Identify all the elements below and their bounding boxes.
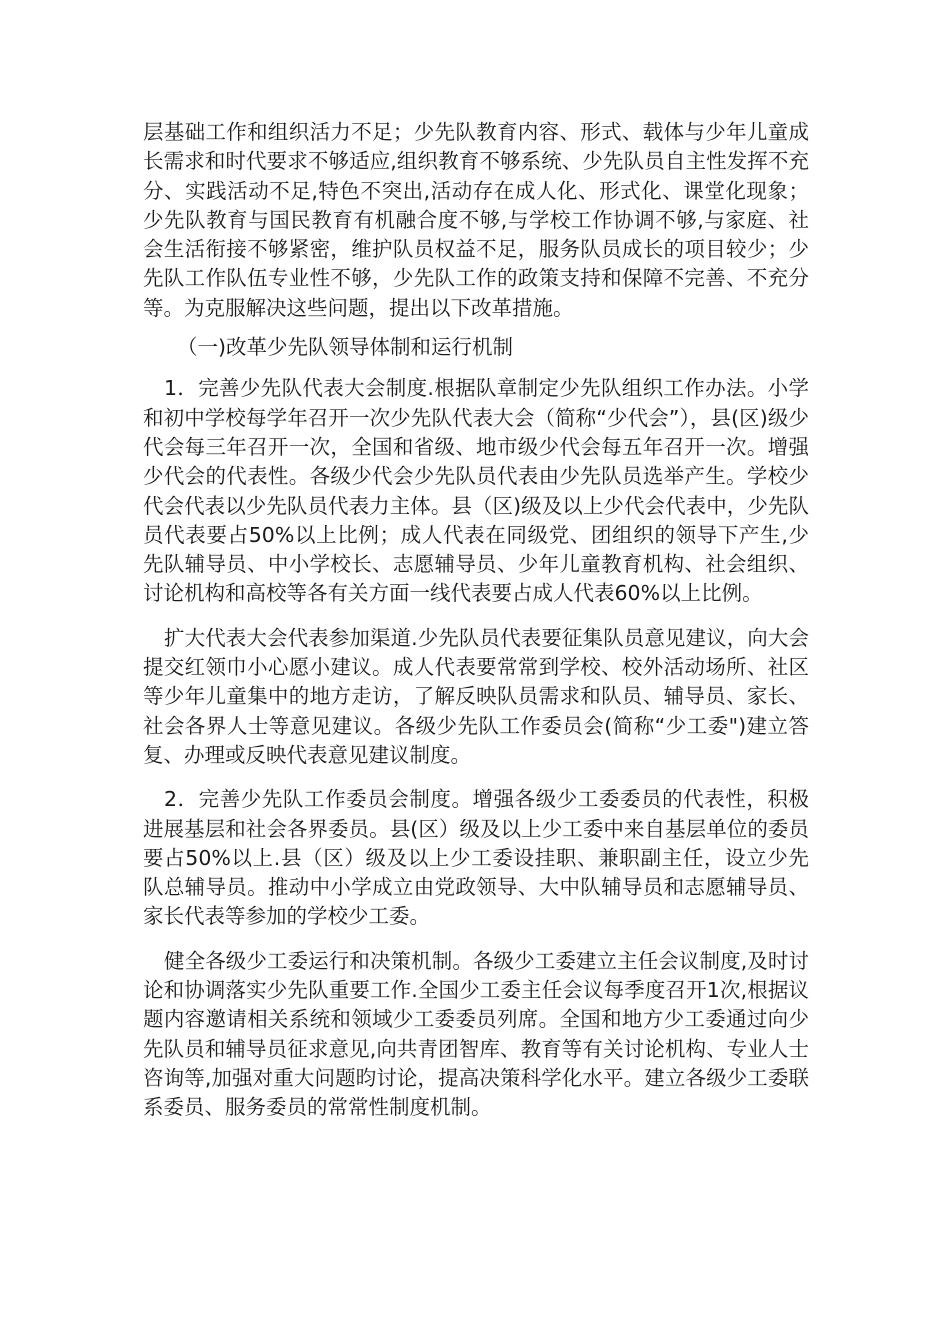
section-heading: （一)改革少先队领导体制和运行机制 xyxy=(177,335,513,360)
paragraph-decision-mechanism: 健全各级少工委运行和决策机制。各级少工委建立主任会议制度,及时讨论和协调落实少先队重要工作.全国少工委主任会议每季度召开1次,根据议题内容邀请相关系统和领域少工委委员列席。全国和地方少工委通过向少先队员和辅导员征求意见,向共青团智库、教育等有关讨论机构、专业人士咨询等,加强对重大问题昀讨论，提高决策科学化水平。建立各级少工委联系委员、服务委员的常常性制度机制。 xyxy=(143,948,809,1120)
paragraph-item-2: 2．完善少先队工作委员会制度。增强各级少工委委员的代表性，积极进展基层和社会各界委员。县(区）级及以上少工委中来自基层单位的委员要占50%以上.县（区）级及以上少工委设挂职、兼职副主任，设立少先队总辅导员。推动中小学成立由党政领导、大中队辅导员和志愿辅导员、家长代表等参加的学校少工委。 xyxy=(143,787,809,929)
paragraph-continuation: 层基础工作和组织活力不足；少先队教育内容、形式、载体与少年儿童成长需求和时代要求不够适应,组织教育不够系统、少先队员自主性发挥不充分、实践活动不足,特色不突出,活动存在成人化、形式化、课堂化现象；少先队教育与国民教育有机融合度不够,与学校工作协调不够,与家庭、社会生活衔接不够紧密，维护队员权益不足，服务队员成长的项目较少；少先队工作队伍专业性不够，少先队工作的政策支持和保障不完善、不充分等。为克服解决这些问题，提出以下改革措施。 xyxy=(143,120,809,320)
paragraph-item-1: 1．完善少先队代表大会制度.根据队章制定少先队组织工作办法。小学和初中学校每学年召开一次少先队代表大会（简称“少代会”），县(区)级少代会每三年召开一次，全国和省级、地市级少代会每五年召开一次。增强少代会的代表性。各级少代会少先队员代表由少先队员选举产生。学校少代会代表以少先队员代表力主体。县（区)级及以上少代会代表中，少先队员代表要占50%以上比例；成人代表在同级党、团组织的领导下产生,少先队辅导员、中小学校长、志愿辅导员、少年儿童教育机构、社会组织、讨论机构和高校等各有关方面一线代表要占成人代表60%以上比例。 xyxy=(143,376,809,606)
paragraph-expand-channels: 扩大代表大会代表参加渠道.少先队员代表要征集队员意见建议，向大会提交红领巾小心愿小建议。成人代表要常常到学校、校外活动场所、社区等少年儿童集中的地方走访，了解反映队员需求和队员、辅导员、家长、社会各界人士等意见建议。各级少先队工作委员会(简称“少工委")建立答复、办理或反映代表意见建议制度。 xyxy=(143,625,809,767)
document-page xyxy=(143,118,809,1123)
